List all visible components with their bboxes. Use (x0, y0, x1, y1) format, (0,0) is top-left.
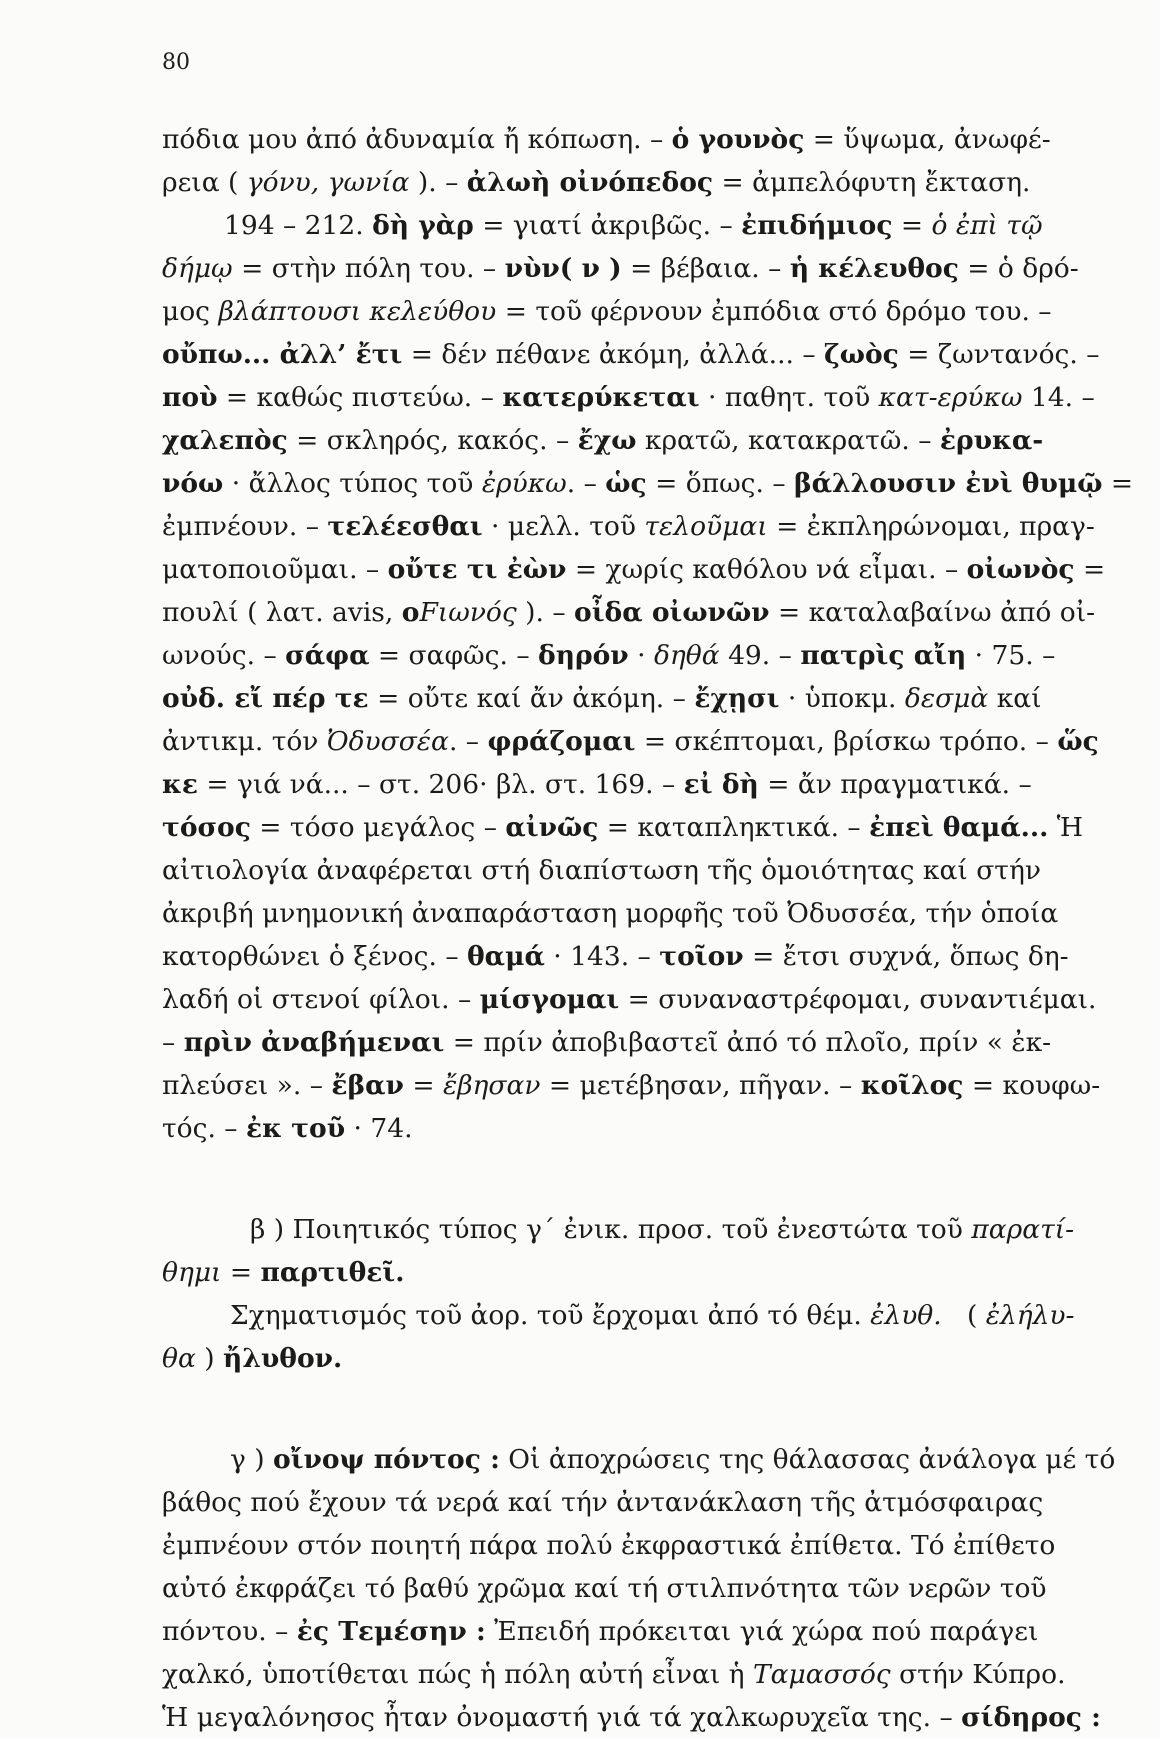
text-line: λαδή οἱ στενοί φίλοι. – μίσγομαι = συναναστρέφομαι, συναντιέμαι. (162, 984, 1097, 1015)
text-line: ἀκριβή μνημονική ἀναπαράσταση μορφῆς τοῦ Ὀδυσσέα, τήν ὁποία (162, 898, 1059, 929)
text-line: ποὺ = καθώς πιστεύω. – κατερύκεται · παθητ. τοῦ κατ-ερύκω 14. – (162, 382, 1095, 413)
text-line: πόδια μου ἀπό ἀδυναμία ἤ κόπωση. – ὁ γουνὸς = ὕψωμα, ἀνωφέ- (162, 124, 1051, 155)
page-number: 80 (162, 50, 190, 75)
text-line: ἀντικμ. τόν Ὀδυσσέα. – φράζομαι = σκέπτομαι, βρίσκω τρόπο. – ὥς (162, 726, 1099, 757)
text-line: Σχηματισμός τοῦ ἀορ. τοῦ ἔρχομαι ἀπό τό θέμ. ἐλυθ. ( ἐλήλυ- (230, 1300, 1075, 1331)
text-line: ἐμπνέουν. – τελέεσθαι · μελλ. τοῦ τελοῦμαι = ἐκπληρώνομαι, πραγ- (162, 511, 1095, 542)
text-line: πλεύσει ». – ἔβαν = ἔβησαν = μετέβησαν, πῆγαν. – κοῖλος = κουφω- (162, 1070, 1101, 1101)
text-line: β ) Ποιητικός τύπος γ΄ ἐνικ. προσ. τοῦ ἐνεστώτα τοῦ παρατί- (250, 1214, 1075, 1245)
text-line: χαλκό, ὑποτίθεται πώς ἡ πόλη αὐτή εἶναι ἡ Ταμασσός στήν Κύπρο. (162, 1659, 1066, 1690)
commentary-paragraph-a (162, 118, 1134, 1150)
text-line: δήμῳ = στὴν πόλη του. – νὺν( ν ) = βέβαια. – ἡ κέλευθος = ὁ δρό- (162, 253, 1079, 284)
commentary-paragraph-b (162, 1208, 1075, 1380)
section-gap (162, 1380, 1042, 1438)
text-line: ωνούς. – σάφα = σαφῶς. – δηρόν · δηθά 49. – πατρὶς αἴη · 75. – (162, 640, 1056, 671)
text-line: ματοποιοῦμαι. – οὔτε τι ἐὼν = χωρίς καθόλου νά εἶμαι. – οἰωνὸς = (162, 554, 1106, 585)
text-line: Ἡ μεγαλόνησος ἦταν ὀνομαστή γιά τά χαλκωρυχεῖα της. – σίδηρος : (162, 1702, 1101, 1733)
text-line: θημι = παρτιθεῖ. (162, 1257, 405, 1288)
text-line: θα ) ἤλυθον. (162, 1343, 343, 1374)
commentary-text (162, 118, 1134, 1739)
section-gap (162, 1150, 1042, 1208)
text-line: 194 – 212. δὴ γὰρ = γιατί ἀκριβῶς. – ἐπιδήμιος = ὁ ἐπὶ τῷ (224, 210, 1043, 241)
text-line: ἐμπνέουν στόν ποιητή πάρα πολύ ἐκφραστικά ἐπίθετα. Τό ἐπίθετο (162, 1530, 1056, 1561)
text-line: πόντου. – ἐς Τεμέσην : Ἐπειδή πρόκειται γιά χώρα πού παράγει (162, 1616, 1039, 1647)
text-line: αὐτό ἐκφράζει τό βαθύ χρῶμα καί τή στιλπνότητα τῶν νερῶν τοῦ (162, 1573, 1047, 1604)
text-line: οὐδ. εἴ πέρ τε = οὔτε καί ἄν ἀκόμη. – ἔχῃσι · ὑποκμ. δεσμὰ καί (162, 683, 1042, 714)
text-line: – πρὶν ἀναβήμεναι = πρίν ἀποβιβαστεῖ ἀπό τό πλοῖο, πρίν « ἐκ- (162, 1027, 1052, 1058)
text-line: χαλεπὸς = σκληρός, κακός. – ἔχω κρατῶ, κατακρατῶ. – ἐρυκα- (162, 425, 1044, 456)
commentary-paragraph-c (162, 1438, 1116, 1739)
text-line: κατορθώνει ὁ ξένος. – θαμά · 143. – τοῖον = ἔτσι συχνά, ὅπως δη- (162, 941, 1069, 972)
text-line: μος βλάπτουσι κελεύθου = τοῦ φέρνουν ἐμπόδια στό δρόμο του. – (162, 296, 1052, 327)
text-line: γ ) οἴνοψ πόντος : Οἱ ἀποχρώσεις της θάλασσας ἀνάλογα μέ τό (230, 1444, 1116, 1475)
text-line: οὔπω... ἀλλ’ ἔτι = δέν πέθανε ἀκόμη, ἀλλά... – ζωὸς = ζωντανός. – (162, 339, 1100, 370)
text-line: αἰτιολογία ἀναφέρεται στή διαπίστωση τῆς ὁμοιότητας καί στήν (162, 855, 1041, 886)
text-line: ρεια ( γόνυ, γωνία ). – ἀλωὴ οἰνόπεδος = ἀμπελόφυτη ἔκταση. (162, 167, 1031, 198)
text-line: τόσος = τόσο μεγάλος – αἰνῶς = καταπληκτικά. – ἐπεὶ θαμά... Ἡ (162, 812, 1084, 843)
text-line: νόω · ἄλλος τύπος τοῦ ἐρύκω. – ὡς = ὅπως. – βάλλουσιν ἐνὶ θυμῷ = (162, 468, 1134, 499)
text-line: τός. – ἐκ τοῦ · 74. (162, 1113, 413, 1144)
text-line: πουλί ( λατ. avis, οFιωνός ). – οἶδα οἰωνῶν = καταλαβαίνω ἀπό οἰ- (162, 597, 1096, 628)
text-line: βάθος πού ἔχουν τά νερά καί τήν ἀντανάκλαση τῆς ἀτμόσφαιρας (162, 1487, 1044, 1518)
text-line: κε = γιά νά... – στ. 206· βλ. στ. 169. – εἰ δὴ = ἄν πραγματικά. – (162, 769, 1032, 800)
